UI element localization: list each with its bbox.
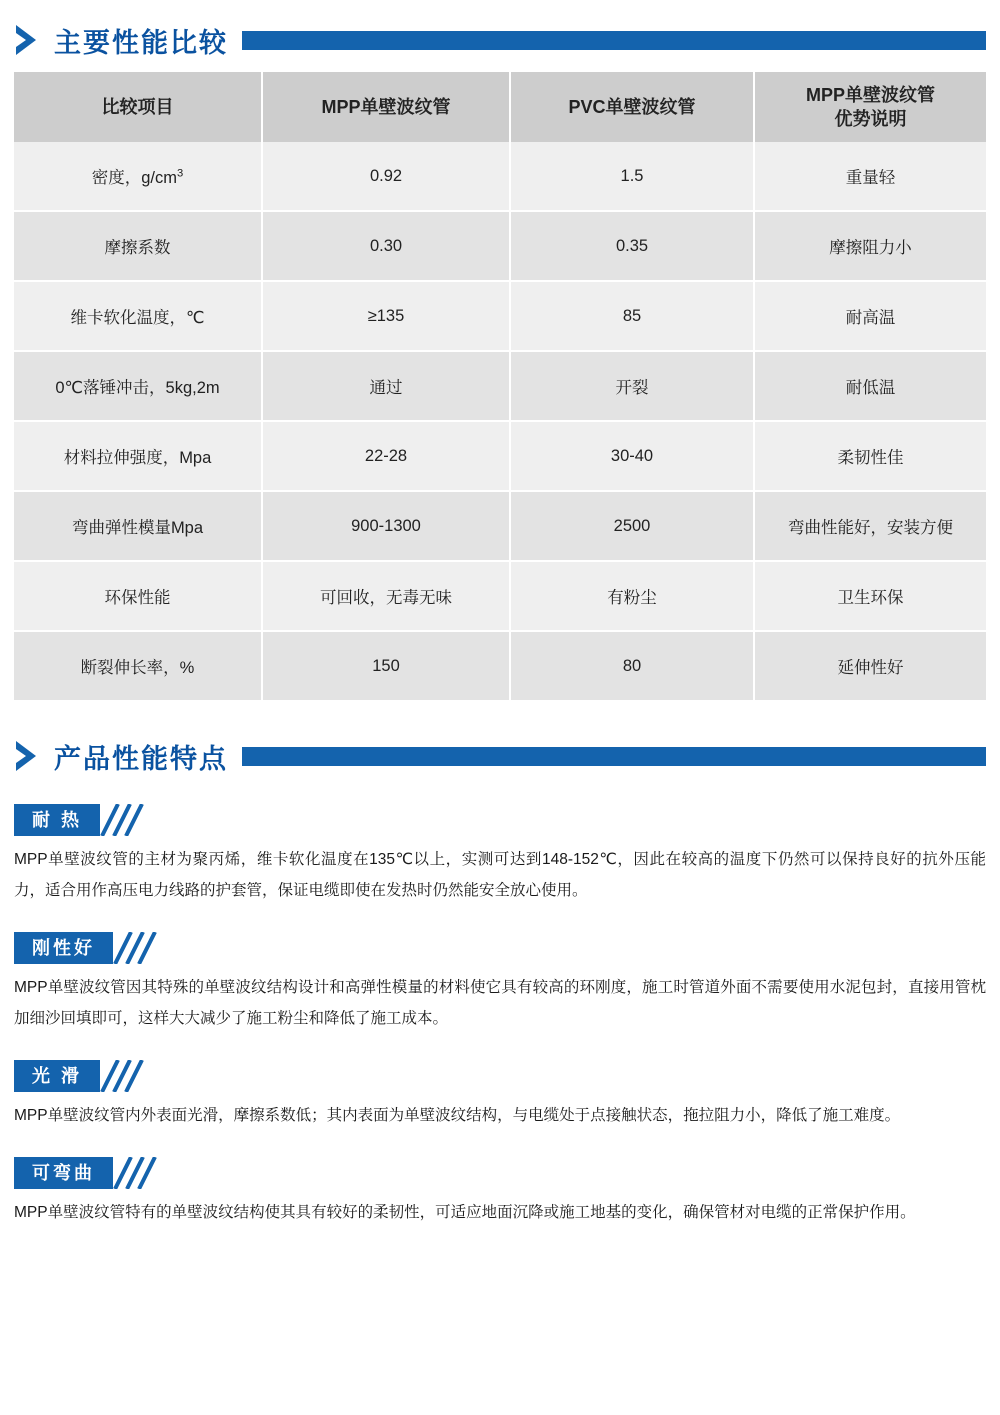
feature-item-bendable (14, 1157, 986, 1228)
table-row (14, 491, 986, 561)
cell-advantage: 延伸性好 (754, 631, 986, 700)
cell-advantage: 重量轻 (754, 142, 986, 211)
hatch-lines-icon (113, 1157, 159, 1189)
table-row (14, 631, 986, 700)
table-row (14, 142, 986, 211)
feature-text: MPP单壁波纹管因其特殊的单壁波纹结构设计和高弹性模量的材料使它具有较高的环刚度，施工时管道外面不需要使用水泥包封，直接用管枕加细沙回填即可，这样大大减少了施工粉尘和降低了施工成本。 (14, 979, 986, 1027)
feature-text: MPP单壁波纹管内外表面光滑，摩擦系数低；其内表面为单壁波纹结构，与电缆处于点接触状态，拖拉阻力小，降低了施工难度。 (14, 1107, 901, 1124)
cell-mpp: 22-28 (262, 421, 510, 491)
table-row (14, 211, 986, 281)
section-header-features (14, 734, 986, 778)
page-title-comparison: 主要性能比较 (54, 27, 228, 58)
cell-pvc: 有粉尘 (510, 561, 754, 631)
table-row (14, 351, 986, 421)
feature-tag-label: 可弯曲 (14, 1157, 113, 1189)
table-row (14, 561, 986, 631)
feature-item-heat (14, 804, 986, 906)
cell-item: 材料拉伸强度，Mpa (14, 421, 262, 491)
cell-mpp: 0.30 (262, 211, 510, 281)
chevron-right-icon (14, 23, 44, 57)
table-body (14, 142, 986, 700)
cell-item-superscript: 3 (177, 167, 184, 180)
column-header-item: 比较项目 (14, 72, 262, 142)
feature-tag-label: 耐 热 (14, 804, 100, 836)
cell-pvc: 80 (510, 631, 754, 700)
cell-item: 弯曲弹性模量Mpa (14, 491, 262, 561)
cell-pvc: 30-40 (510, 421, 754, 491)
table-header-row (14, 72, 986, 142)
table-row (14, 281, 986, 351)
section-header-comparison (14, 18, 986, 62)
cell-mpp: 150 (262, 631, 510, 700)
cell-pvc: 2500 (510, 491, 754, 561)
column-header-advantage-line2: 优势说明 (834, 109, 907, 129)
cell-advantage: 弯曲性能好，安装方便 (754, 491, 986, 561)
cell-mpp: 通过 (262, 351, 510, 421)
column-header-pvc: PVC单壁波纹管 (510, 72, 754, 142)
feature-text: MPP单壁波纹管的主材为聚丙烯，维卡软化温度在135℃以上，实测可达到148-152℃，因此在较高的温度下仍然可以保持良好的抗外压能力，适合用作高压电力线路的护套管，保证电缆即使在发热时仍然能安全放心使用。 (14, 851, 986, 899)
cell-mpp: ≥135 (262, 281, 510, 351)
table-row (14, 421, 986, 491)
cell-pvc: 85 (510, 281, 754, 351)
cell-advantage: 耐高温 (754, 281, 986, 351)
feature-header (14, 1157, 986, 1189)
cell-mpp: 900-1300 (262, 491, 510, 561)
cell-advantage: 卫生环保 (754, 561, 986, 631)
header-rule (242, 31, 986, 50)
hatch-lines-icon (100, 1060, 146, 1092)
feature-header (14, 932, 986, 964)
feature-header (14, 804, 986, 836)
column-header-advantage (754, 72, 986, 142)
feature-item-rigidity (14, 932, 986, 1034)
cell-advantage: 柔韧性佳 (754, 421, 986, 491)
cell-item: 环保性能 (14, 561, 262, 631)
feature-text: MPP单壁波纹管特有的单壁波纹结构使其具有较好的柔韧性，可适应地面沉降或施工地基的变化，确保管材对电缆的正常保护作用。 (14, 1204, 916, 1221)
header-rule (242, 747, 986, 766)
page-title-features: 产品性能特点 (54, 743, 228, 774)
cell-item-text: 密度，g/cm (91, 169, 177, 187)
comparison-table (14, 72, 986, 700)
column-header-mpp: MPP单壁波纹管 (262, 72, 510, 142)
cell-advantage: 摩擦阻力小 (754, 211, 986, 281)
chevron-right-icon (14, 739, 44, 773)
column-header-advantage-line1: MPP单壁波纹管 (805, 84, 935, 105)
cell-item: 断裂伸长率，% (14, 631, 262, 700)
cell-advantage: 耐低温 (754, 351, 986, 421)
feature-list (14, 804, 986, 1228)
feature-tag-label: 刚性好 (14, 932, 113, 964)
hatch-lines-icon (100, 804, 146, 836)
cell-pvc: 1.5 (510, 142, 754, 211)
hatch-lines-icon (113, 932, 159, 964)
cell-item: 维卡软化温度，℃ (14, 281, 262, 351)
cell-pvc: 0.35 (510, 211, 754, 281)
cell-item (14, 142, 262, 211)
cell-mpp: 可回收，无毒无味 (262, 561, 510, 631)
cell-item: 摩擦系数 (14, 211, 262, 281)
cell-pvc: 开裂 (510, 351, 754, 421)
feature-header (14, 1060, 986, 1092)
feature-tag-label: 光 滑 (14, 1060, 100, 1092)
document-page (0, 18, 1000, 1415)
feature-item-smooth (14, 1060, 986, 1131)
cell-item: 0℃落锤冲击，5kg,2m (14, 351, 262, 421)
cell-mpp: 0.92 (262, 142, 510, 211)
